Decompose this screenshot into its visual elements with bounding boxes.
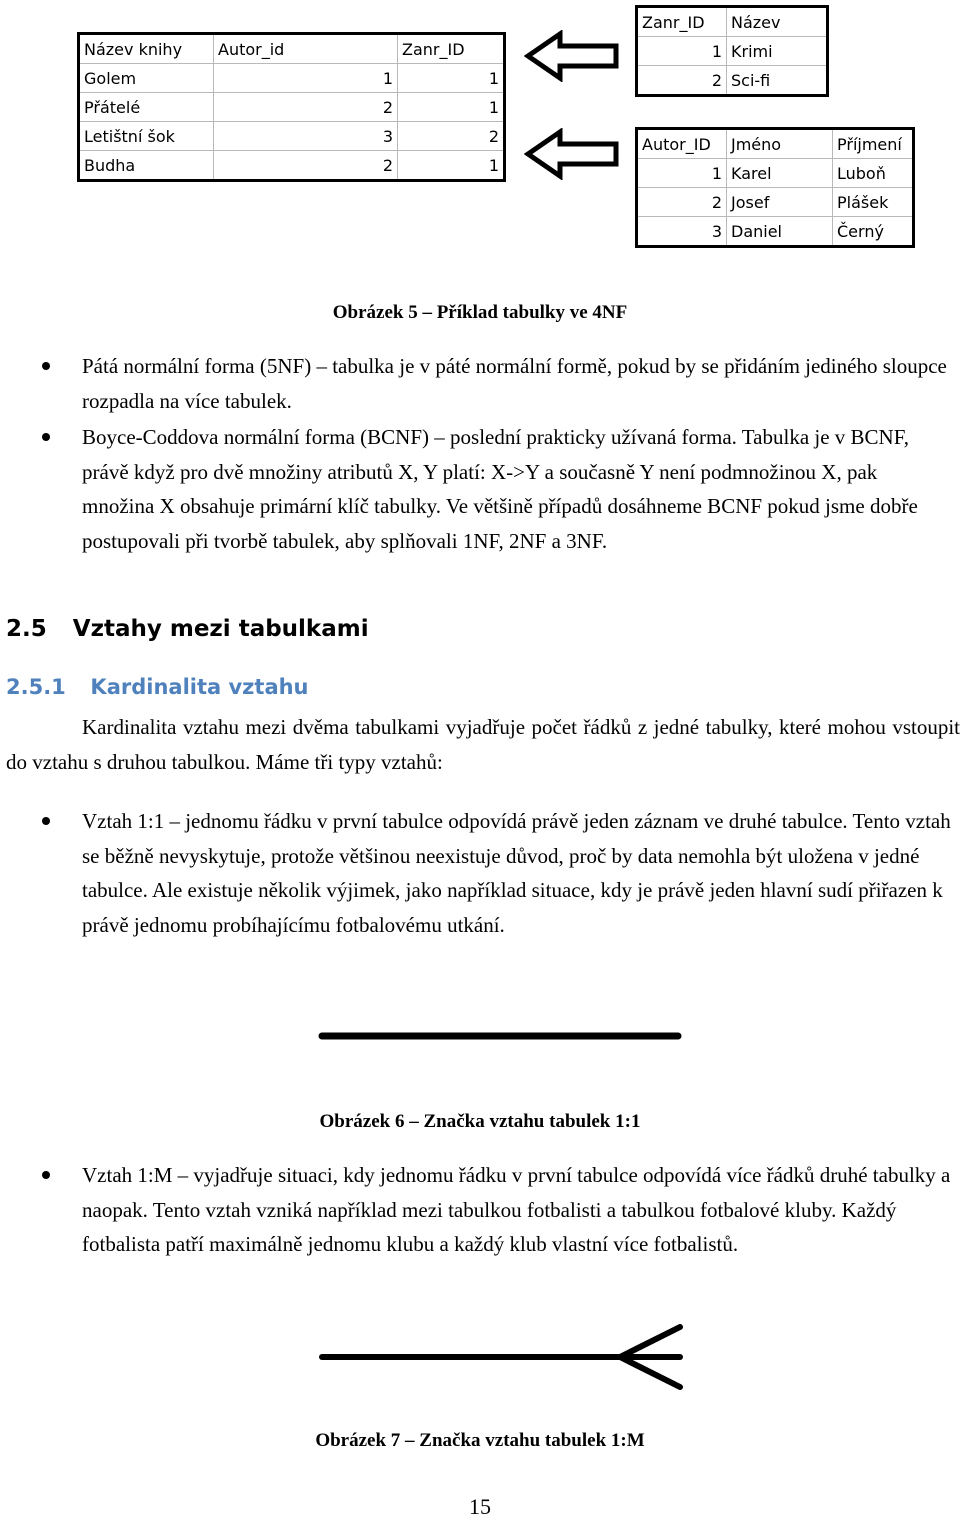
table-row [637, 188, 914, 217]
table-cell: Sci-fi [727, 66, 828, 96]
subsection-title: Kardinalita vztahu [90, 675, 309, 699]
list-item-text: Pátá normální forma (5NF) – tabulka je v páté normální formě, pokud by se přidáním jediného sloupce rozpadla na více tabulek. [82, 354, 947, 413]
table-row [637, 159, 914, 188]
table-cell: Golem [79, 64, 214, 93]
relation-one-to-many-symbol [318, 1322, 688, 1392]
subsection-heading [6, 675, 309, 699]
table-row [637, 217, 914, 247]
list-item [82, 804, 952, 942]
table-row [637, 66, 828, 96]
table-cell: 1 [637, 37, 727, 66]
table-cell: 1 [398, 151, 505, 181]
table-cell: Černý [833, 217, 914, 247]
table-cell: 1 [398, 64, 505, 93]
table-cell: 1 [637, 159, 727, 188]
bullet-icon [42, 433, 50, 441]
table-row [79, 64, 505, 93]
table-cell: 2 [637, 66, 727, 96]
table-cell: Luboň [833, 159, 914, 188]
figure-caption: Obrázek 7 – Značka vztahu tabulek 1:M [315, 1430, 645, 1451]
section-heading [6, 616, 369, 642]
bullet-icon [42, 1171, 50, 1179]
section-title: Vztahy mezi tabulkami [72, 616, 369, 642]
genres-table [635, 5, 829, 97]
table-cell: Plášek [833, 188, 914, 217]
list-item [82, 420, 952, 558]
table-header: Zanr_ID [398, 34, 505, 64]
table-cell: 2 [637, 188, 727, 217]
table-header-row [79, 34, 505, 64]
list-item [82, 1158, 952, 1262]
bullet-icon [42, 362, 50, 370]
table-cell: 2 [214, 151, 398, 181]
table-cell: 2 [398, 122, 505, 151]
figure-caption: Obrázek 5 – Příklad tabulky ve 4NF [332, 302, 628, 323]
paragraph: Kardinalita vztahu mezi dvěma tabulkami vyjadřuje počet řádků z jedné tabulky, které mohou vstoupit do vztahu s druhou tabulkou. Máme tři typy vztahů: [6, 715, 960, 774]
table-cell: Budha [79, 151, 214, 181]
arrow-left-icon [524, 30, 620, 82]
table-cell: 3 [214, 122, 398, 151]
table-cell: Josef [727, 188, 833, 217]
arrow-left-icon [524, 128, 620, 180]
list-item-text: Vztah 1:M – vyjadřuje situaci, kdy jednomu řádku v první tabulce odpovídá více řádků druhé tabulky a naopak. Tento vztah vzniká například mezi tabulkou fotbalisti a tabulkou fotbalové kluby. Každý fotbalista patří maximálně jednomu klubu a každý klub vlastní více fotbalistů. [82, 1163, 951, 1256]
list-item [82, 349, 952, 418]
table-cell: 1 [398, 93, 505, 122]
table-row [79, 122, 505, 151]
books-table [77, 32, 506, 182]
table-cell: Krimi [727, 37, 828, 66]
list-item-text: Vztah 1:1 – jednomu řádku v první tabulce odpovídá právě jeden záznam ve druhé tabulce. Tento vztah se běžně nevyskytuje, protože většinou neexistuje důvod, proč by data nemohla být uložena v jedné tabulce. Ale existuje několik výjimek, jako například situace, kdy je právě jeden hlavní sudí přiřazen k právě jednomu probíhajícímu fotbalovému utkání. [82, 809, 951, 937]
relation-one-to-one-symbol [318, 1024, 684, 1048]
table-row [637, 37, 828, 66]
table-row [79, 151, 505, 181]
table-cell: Přátelé [79, 93, 214, 122]
table-header: Název knihy [79, 34, 214, 64]
subsection-number: 2.5.1 [6, 675, 66, 699]
authors-table [635, 127, 915, 248]
page-number: 15 [469, 1494, 491, 1519]
table-cell: 2 [214, 93, 398, 122]
table-cell: Daniel [727, 217, 833, 247]
table-cell: Karel [727, 159, 833, 188]
table-header: Autor_id [214, 34, 398, 64]
table-cell: 3 [637, 217, 727, 247]
table-header-row [637, 7, 828, 37]
table-header-row [637, 129, 914, 159]
table-header: Zanr_ID [637, 7, 727, 37]
table-header: Autor_ID [637, 129, 727, 159]
table-cell: Letištní šok [79, 122, 214, 151]
list-item-text: Boyce-Coddova normální forma (BCNF) – poslední prakticky užívaná forma. Tabulka je v BCNF, právě když pro dvě množiny atributů X, Y platí: X->Y a současně Y není podmnožinou X, pak množina X obsahuje primární klíč tabulky. Ve většině případů dosáhneme BCNF pokud jsme dobře postupovali při tvorbě tabulek, aby splňovali 1NF, 2NF a 3NF. [82, 425, 918, 553]
bullet-icon [42, 817, 50, 825]
table-row [79, 93, 505, 122]
table-header: Jméno [727, 129, 833, 159]
section-number: 2.5 [6, 616, 47, 642]
table-header: Příjmení [833, 129, 914, 159]
table-header: Název [727, 7, 828, 37]
table-cell: 1 [214, 64, 398, 93]
figure-caption: Obrázek 6 – Značka vztahu tabulek 1:1 [319, 1111, 641, 1132]
